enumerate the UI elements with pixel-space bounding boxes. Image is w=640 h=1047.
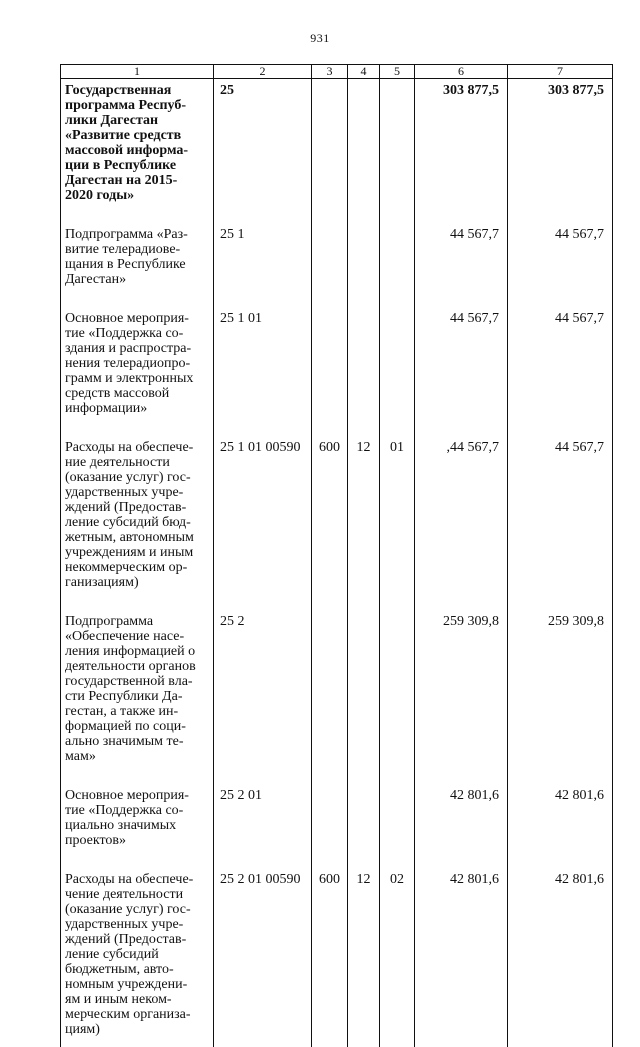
row-name-cell xyxy=(61,79,214,222)
row-name-line: проектов» xyxy=(65,833,127,848)
col-header-name: 1 xyxy=(61,65,214,79)
col-header-sum-1: 6 xyxy=(415,65,508,79)
row-name-line: ждений (Предостав- xyxy=(65,932,187,947)
row-name-line: тие «Поддержка со- xyxy=(65,326,184,341)
row-rz-cell xyxy=(348,782,380,866)
row-name-line: ление субсидий xyxy=(65,947,159,962)
row-rz-cell xyxy=(348,79,380,222)
row-pr-cell xyxy=(380,782,415,866)
row-name-line: формацией по соци- xyxy=(65,719,186,734)
row-sum-1-cell: 44 567,7 xyxy=(415,305,508,434)
row-sum-1-cell: 303 877,5 xyxy=(415,79,508,222)
header-row xyxy=(61,65,613,79)
row-name-line: мам» xyxy=(65,749,96,764)
row-name-cell xyxy=(61,866,214,1047)
row-name-line: информации» xyxy=(65,401,148,416)
row-name-line: щания в Республике xyxy=(65,257,186,272)
row-sum-1-cell: ,44 567,7 xyxy=(415,434,508,608)
row-name-line: Дагестан» xyxy=(65,272,127,287)
row-name-cell xyxy=(61,434,214,608)
row-name-line: здания и распростра- xyxy=(65,341,192,356)
row-name-line: грамм и электронных xyxy=(65,371,194,386)
row-rz-cell xyxy=(348,305,380,434)
row-code-cell: 25 1 01 00590 xyxy=(214,434,312,608)
row-name-line: Основное мероприя- xyxy=(65,311,189,326)
row-vr-cell xyxy=(312,782,348,866)
row-code-cell: 25 1 xyxy=(214,221,312,305)
row-code-cell: 25 2 01 xyxy=(214,782,312,866)
row-name-line: ление субсидий бюд- xyxy=(65,515,191,530)
row-sum-2-cell: 259 309,8 xyxy=(508,608,613,782)
row-vr-cell: 600 xyxy=(312,866,348,1047)
row-rz-cell xyxy=(348,608,380,782)
row-name-line: циально значимых xyxy=(65,818,177,833)
row-name-line: тие «Поддержка со- xyxy=(65,803,184,818)
budget-table xyxy=(60,64,613,1047)
row-sum-1-cell: 42 801,6 xyxy=(415,782,508,866)
row-name-line: ударственных учре- xyxy=(65,485,184,500)
row-sum-2-cell: 44 567,7 xyxy=(508,221,613,305)
row-name-cell xyxy=(61,305,214,434)
row-vr-cell xyxy=(312,608,348,782)
row-name-line: циям) xyxy=(65,1022,100,1037)
row-name-line: массовой информа- xyxy=(65,143,189,158)
row-name-line: ции в Республике xyxy=(65,158,177,173)
row-name-cell xyxy=(61,221,214,305)
row-code-cell: 25 1 01 xyxy=(214,305,312,434)
row-rz-cell: 12 xyxy=(348,434,380,608)
row-sum-2-cell: 303 877,5 xyxy=(508,79,613,222)
table-row xyxy=(61,782,613,866)
table-row xyxy=(61,608,613,782)
row-name-line: ям и иным неком- xyxy=(65,992,172,1007)
row-name-line: мерческим организа- xyxy=(65,1007,191,1022)
row-name-line: бюджетным, авто- xyxy=(65,962,174,977)
row-pr-cell: 02 xyxy=(380,866,415,1047)
table-row xyxy=(61,866,613,1047)
row-name-line: Подпрограмма xyxy=(65,614,154,629)
col-header-vr: 3 xyxy=(312,65,348,79)
row-name-cell xyxy=(61,782,214,866)
row-name-line: некоммерческим ор- xyxy=(65,560,188,575)
row-name-line: ганизациям) xyxy=(65,575,139,590)
row-name-line: ние деятельности xyxy=(65,455,170,470)
row-name-line: Расходы на обеспече- xyxy=(65,872,194,887)
row-pr-cell xyxy=(380,79,415,222)
row-vr-cell xyxy=(312,305,348,434)
table-row xyxy=(61,434,613,608)
row-sum-1-cell: 259 309,8 xyxy=(415,608,508,782)
row-name-line: Дагестан на 2015- xyxy=(65,173,178,188)
row-pr-cell xyxy=(380,305,415,434)
row-name-line: гестан, а также ин- xyxy=(65,704,179,719)
row-sum-2-cell: 42 801,6 xyxy=(508,782,613,866)
col-header-sum-2: 7 xyxy=(508,65,613,79)
row-name-line: лики Дагестан xyxy=(65,113,159,128)
table-row xyxy=(61,221,613,305)
row-sum-1-cell: 44 567,7 xyxy=(415,221,508,305)
row-name-line: ления информацией о xyxy=(65,644,196,659)
row-name-line: (оказание услуг) гос- xyxy=(65,470,191,485)
col-header-rz: 4 xyxy=(348,65,380,79)
row-pr-cell xyxy=(380,608,415,782)
row-name-line: Государственная xyxy=(65,83,172,98)
row-name-line: витие телерадиове- xyxy=(65,242,181,257)
row-name-line: жетным, автономным xyxy=(65,530,194,545)
row-name-line: средств массовой xyxy=(65,386,170,401)
row-name-line: 2020 годы» xyxy=(65,188,135,203)
row-name-line: номным учреждени- xyxy=(65,977,188,992)
row-name-line: (оказание услуг) гос- xyxy=(65,902,191,917)
row-name-line: сти Республики Да- xyxy=(65,689,183,704)
row-sum-1-cell: 42 801,6 xyxy=(415,866,508,1047)
table-row xyxy=(61,305,613,434)
col-header-pr: 5 xyxy=(380,65,415,79)
row-name-cell xyxy=(61,608,214,782)
row-rz-cell: 12 xyxy=(348,866,380,1047)
row-name-line: ждений (Предостав- xyxy=(65,500,187,515)
row-name-line: Подпрограмма «Раз- xyxy=(65,227,188,242)
row-sum-2-cell: 44 567,7 xyxy=(508,434,613,608)
row-pr-cell: 01 xyxy=(380,434,415,608)
row-name-line: Основное мероприя- xyxy=(65,788,189,803)
row-name-line: Расходы на обеспече- xyxy=(65,440,194,455)
row-name-line: чение деятельности xyxy=(65,887,184,902)
row-sum-2-cell: 42 801,6 xyxy=(508,866,613,1047)
row-vr-cell xyxy=(312,221,348,305)
row-name-line: программа Респуб- xyxy=(65,98,186,113)
row-code-cell: 25 xyxy=(214,79,312,222)
row-vr-cell: 600 xyxy=(312,434,348,608)
row-name-line: ально значимым те- xyxy=(65,734,184,749)
row-name-line: ударственных учре- xyxy=(65,917,184,932)
row-name-line: «Обеспечение насе- xyxy=(65,629,185,644)
row-code-cell: 25 2 xyxy=(214,608,312,782)
row-rz-cell xyxy=(348,221,380,305)
page-number: 931 xyxy=(310,31,330,45)
row-vr-cell xyxy=(312,79,348,222)
row-sum-2-cell: 44 567,7 xyxy=(508,305,613,434)
row-name-line: деятельности органов xyxy=(65,659,196,674)
row-code-cell: 25 2 01 00590 xyxy=(214,866,312,1047)
row-pr-cell xyxy=(380,221,415,305)
row-name-line: учреждениям и иным xyxy=(65,545,194,560)
row-name-line: нения телерадиопро- xyxy=(65,356,191,371)
row-name-line: государственной вла- xyxy=(65,674,193,689)
table-row xyxy=(61,79,613,222)
col-header-code: 2 xyxy=(214,65,312,79)
row-name-line: «Развитие средств xyxy=(65,128,182,143)
